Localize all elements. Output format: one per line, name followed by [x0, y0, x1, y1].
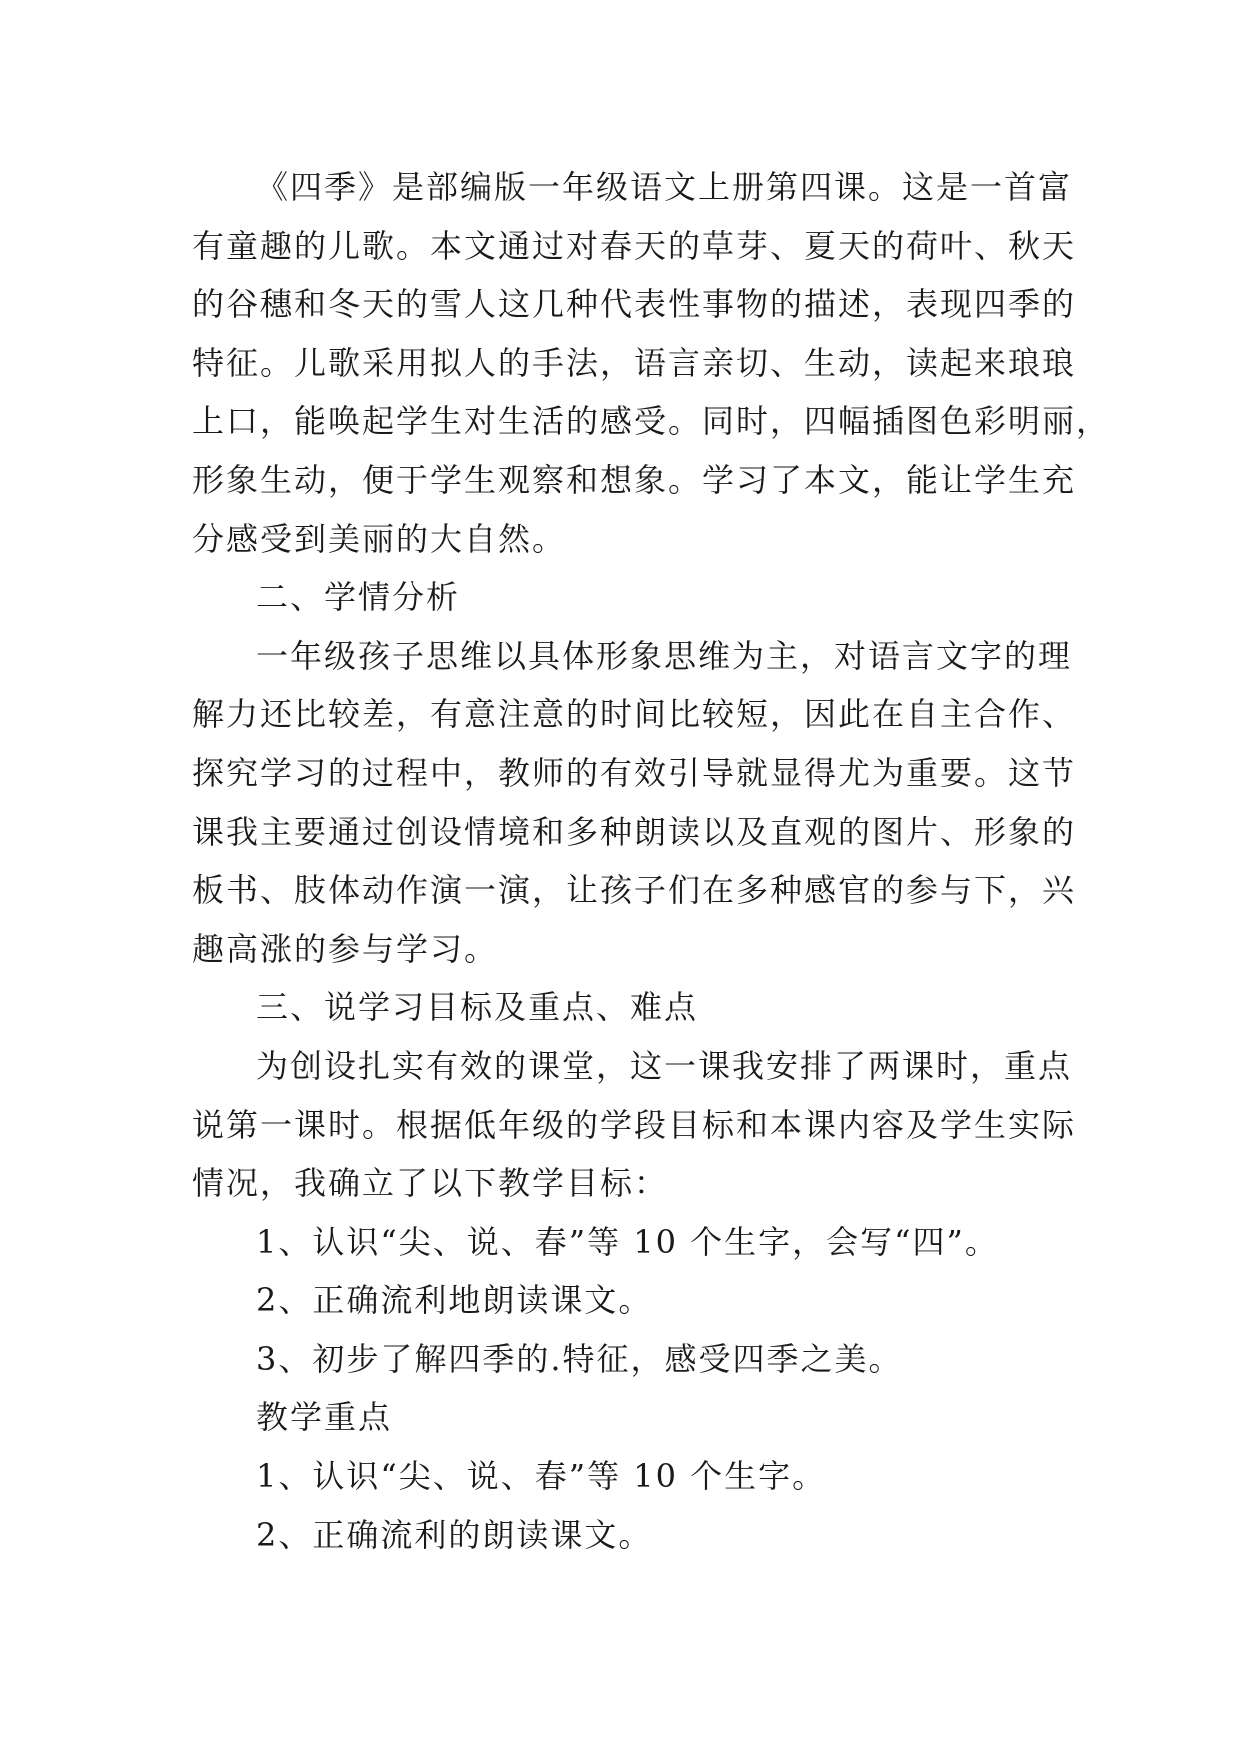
text-line: 一年级孩子思维以具体形象思维为主，对语言文字的理: [256, 636, 1073, 675]
text-line: 情况，我确立了以下教学目标：: [192, 1164, 669, 1203]
text-line: 课我主要通过创设情境和多种朗读以及直观的图片、形象的: [192, 812, 1077, 851]
text-line: 特征。儿歌采用拟人的手法，语言亲切、生动，读起来琅琅: [192, 343, 1077, 382]
text-line: 的谷穗和冬天的雪人这几种代表性事物的描述，表现四季的: [192, 285, 1077, 324]
section-heading: 二、学情分析: [256, 578, 461, 617]
list-item: 2、正确流利地朗读课文。: [256, 1281, 653, 1320]
text-line: 板书、肢体动作演一演，让孩子们在多种感官的参与下，兴: [192, 871, 1077, 910]
section-heading: 三、说学习目标及重点、难点: [256, 988, 699, 1027]
text-line: 有童趣的儿歌。本文通过对春天的草芽、夏天的荷叶、秋天: [192, 226, 1077, 265]
document-body: [192, 158, 1111, 1564]
text-line: 形象生动，便于学生观察和想象。学习了本文，能让学生充: [192, 460, 1077, 499]
list-item: 2、正确流利的朗读课文。: [256, 1515, 653, 1554]
text-line: 《四季》是部编版一年级语文上册第四课。这是一首富: [256, 168, 1073, 206]
subheading: 教学重点: [256, 1398, 393, 1437]
text-line: 为创设扎实有效的课堂，这一课我安排了两课时，重点: [256, 1046, 1073, 1085]
text-line: 上口，能唤起学生对生活的感受。同时，四幅插图色彩明丽，: [192, 402, 1111, 441]
list-item: 3、初步了解四季的.特征，感受四季之美。: [256, 1339, 903, 1378]
list-item: 1、认识“尖、说、春”等 10 个生字。: [256, 1457, 827, 1496]
list-item: 1、认识“尖、说、春”等 10 个生字，会写“四”。: [256, 1222, 999, 1261]
text-line: 分感受到美丽的大自然。: [192, 519, 567, 558]
text-line: 探究学习的过程中，教师的有效引导就显得尤为重要。这节: [192, 753, 1077, 792]
text-line: 说第一课时。根据低年级的学段目标和本课内容及学生实际: [192, 1105, 1077, 1144]
text-line: 解力还比较差，有意注意的时间比较短，因此在自主合作、: [192, 695, 1077, 734]
text-line: 趣高涨的参与学习。: [192, 929, 499, 968]
